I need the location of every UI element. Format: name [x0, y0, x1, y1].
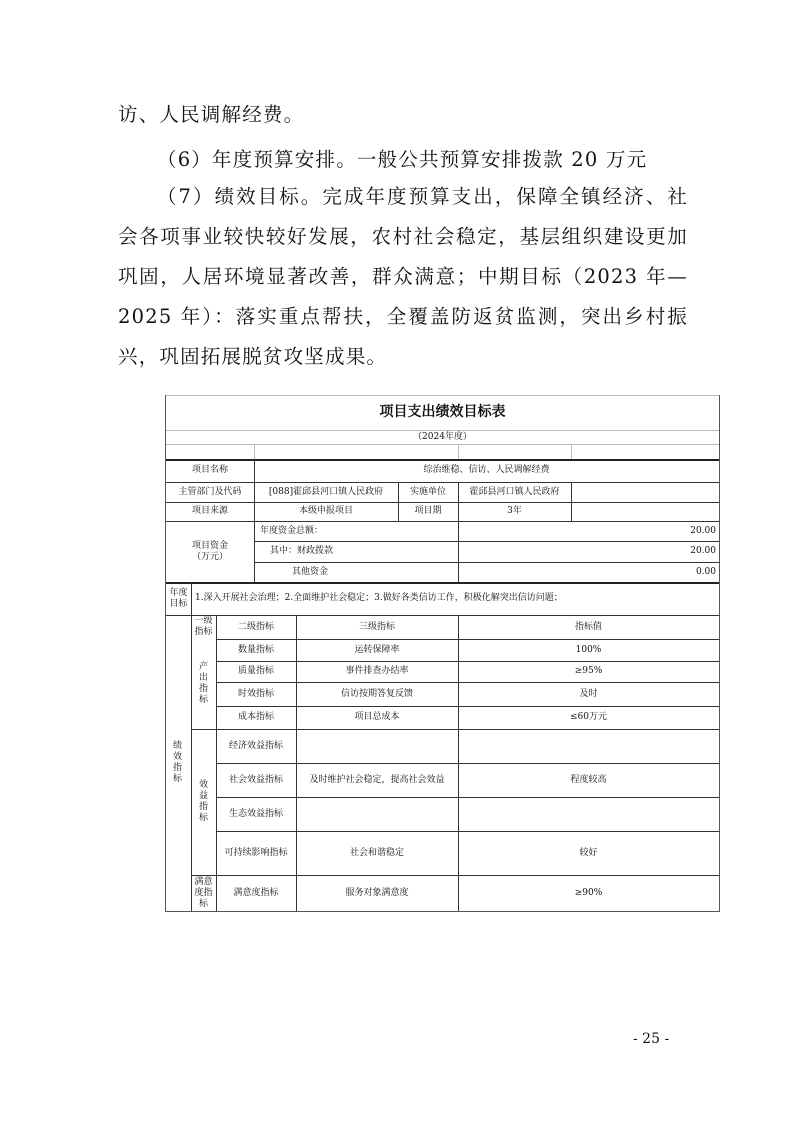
table-row-value: ≤60万元: [570, 712, 607, 722]
source-value: 本级申报项目: [298, 506, 353, 516]
funds-fiscal-value: 20.00: [690, 546, 716, 556]
table-row-l3: 及时维护社会稳定，提高社会效益: [309, 774, 445, 785]
table-row-value: ≥95%: [574, 666, 603, 676]
body-paragraph-goal: （7）绩效目标。完成年度预算支出，保障全镇经济、社会各项事业较快较好发展，农村社会稳定，基层组织建设更加巩固，人居环境显著改善，群众满意；中期目标（2023 年—2025 年）：落实重点帮扶，全覆盖防返贫监测，突出乡村振兴，巩固拓展脱贫攻坚成果。: [118, 185, 688, 368]
funds-other-value: 0.00: [695, 566, 716, 577]
annual-goal-text: 1.深入开展社会治理；2.全面维护社会稳定；3.做好各类信访工作，积极化解突出信访问题；: [195, 593, 563, 603]
body-line-continued: 访、人民调解经费。: [118, 103, 305, 126]
table-row-l3: 服务对象满意度: [345, 887, 409, 898]
table-row-l2: 满意度指标: [233, 887, 279, 898]
satisfaction-indicator-label: 满意度指标: [194, 876, 213, 909]
table-row-l3: [296, 729, 458, 763]
header-level1: 一级指标: [194, 616, 213, 637]
performance-goal-table: [165, 395, 720, 912]
dept-value: [088]霍邱县河口镇人民政府: [268, 486, 384, 497]
table-row-value: [458, 797, 719, 831]
table-row-l2: 经济效益指标: [228, 740, 283, 751]
header-level3: 三级指标: [358, 621, 395, 632]
table-row-l3: 信访按期答复反馈: [340, 688, 413, 699]
table-row-l2: 质量指标: [237, 666, 274, 676]
table-row-l2: 成本指标: [237, 712, 274, 722]
period-label: 项目期: [414, 506, 442, 516]
funds-label: 项目资金（万元）: [191, 540, 228, 562]
funds-other-label: 其他资金: [292, 566, 329, 577]
funds-fiscal-label: 其中：财政拨款: [270, 546, 334, 556]
impl-label: 实施单位: [409, 486, 446, 497]
funds-total-value: 20.00: [690, 525, 716, 536]
table-row-l2: 时效指标: [237, 688, 274, 699]
header-value: 指标值: [574, 621, 602, 632]
funds-total-label: 年度资金总额：: [260, 525, 324, 536]
project-name-label: 项目名称: [191, 465, 228, 475]
header-level2: 二级指标: [237, 621, 274, 632]
table-year: （2024年度）: [413, 431, 472, 442]
body-paragraph-budget: （6）年度预算安排。一般公共预算安排拨款 20 万元: [157, 148, 648, 171]
table-row-l2: 可持续影响指标: [224, 847, 288, 858]
source-label: 项目来源: [191, 506, 228, 516]
table-row-value: [458, 729, 719, 763]
output-indicator-label: 产出指标: [198, 662, 208, 705]
table-row-l3: 社会和谐稳定: [349, 847, 404, 858]
period-value: 3年: [507, 506, 522, 516]
table-row-value: 程度较高: [570, 774, 607, 785]
table-title: 项目支出绩效目标表: [379, 404, 506, 420]
effect-indicator-label: 效益指标: [198, 780, 208, 823]
project-name-value: 综治维稳、信访、人民调解经费: [423, 465, 550, 475]
table-row-l2: 生态效益指标: [228, 808, 283, 819]
dept-label: 主管部门及代码: [178, 486, 242, 497]
annual-goal-label: 年度目标: [169, 587, 188, 609]
table-row-value: 及时: [579, 688, 598, 699]
table-row-l3: 运转保障率: [354, 644, 400, 655]
perf-indicator-label: 绩效指标: [173, 741, 185, 784]
table-row-l2: 社会效益指标: [228, 774, 283, 785]
table-row-value: 较好: [579, 847, 598, 858]
table-row-l3: 项目总成本: [354, 712, 400, 722]
table-row-l2: 数量指标: [237, 644, 274, 655]
impl-value: 霍邱县河口镇人民政府: [469, 486, 560, 497]
table-row-l3: 事件排查办结率: [345, 666, 409, 676]
page-number: - 25 -: [633, 1031, 670, 1047]
table-row-value: ≥90%: [574, 887, 603, 898]
table-row-l3: [296, 797, 458, 831]
table-row-value: 100%: [575, 644, 602, 655]
